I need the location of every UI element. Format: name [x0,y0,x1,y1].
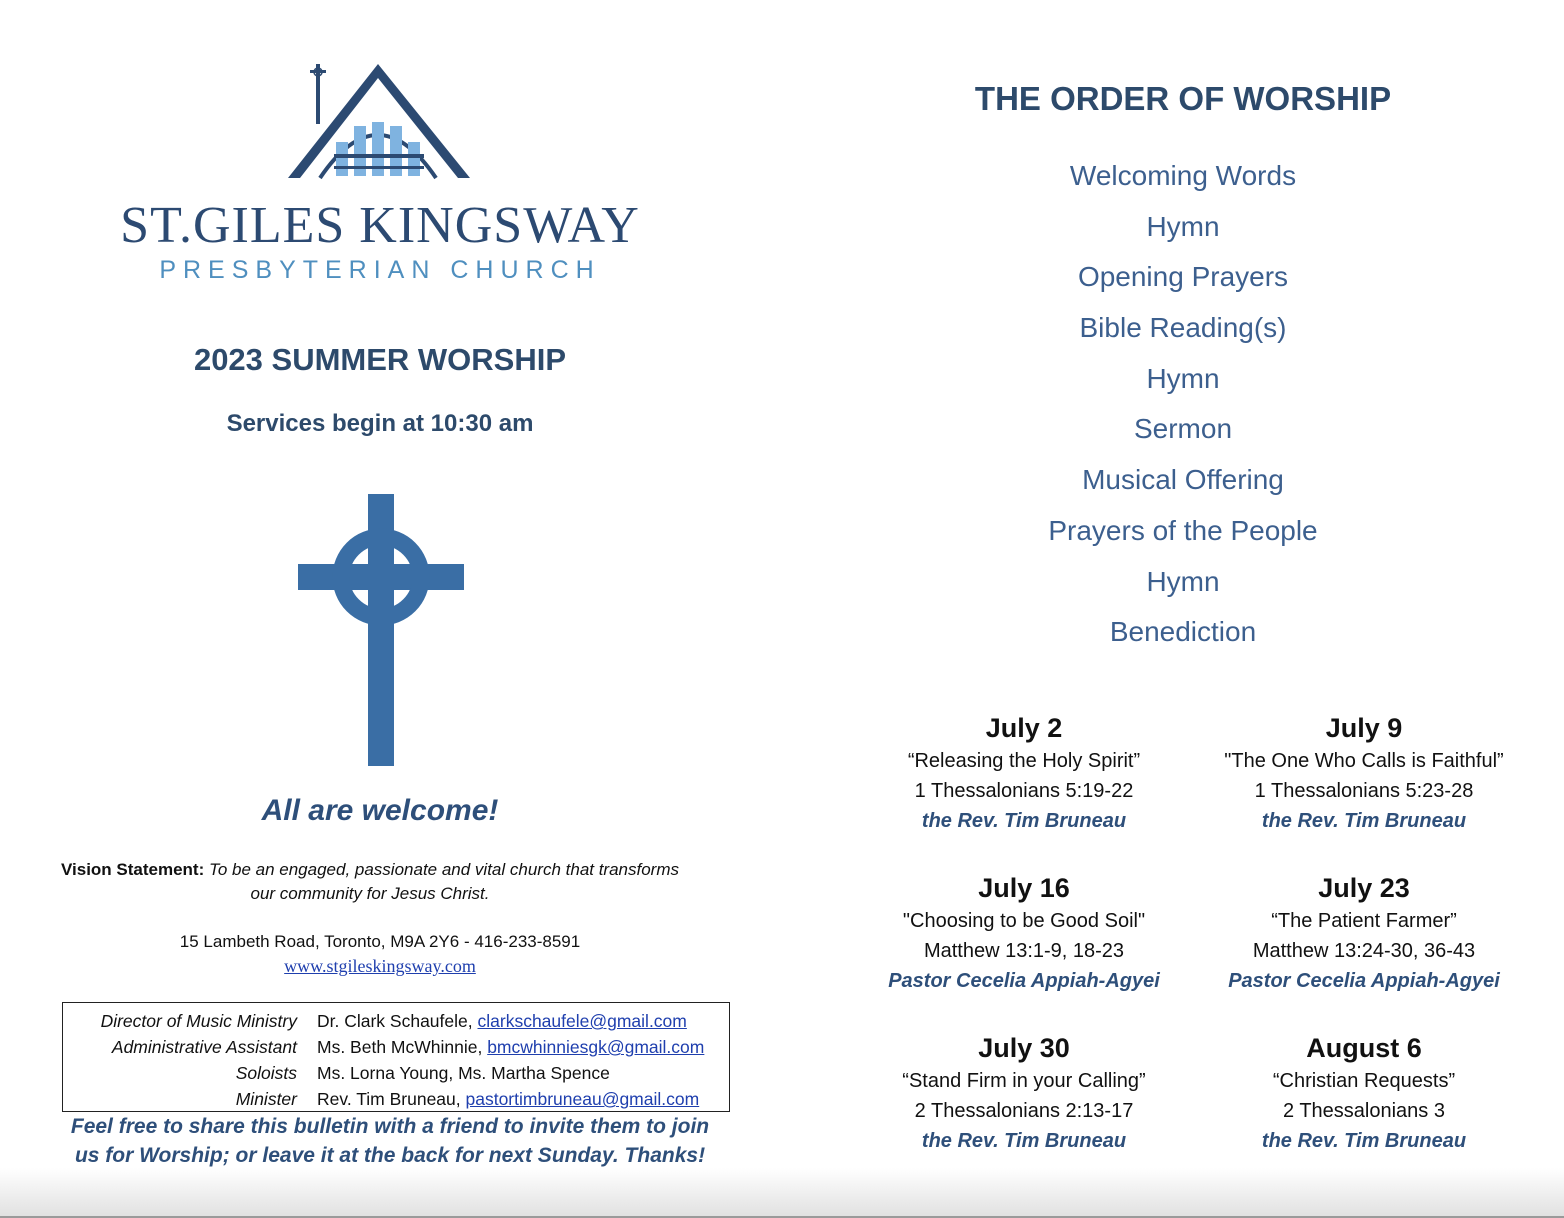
celtic-cross-icon [298,494,464,766]
order-item: Welcoming Words [1069,160,1297,191]
share-note-line: Feel free to share this bulletin with a friend to invite them to join [70,1115,710,1138]
service-card [854,1030,1194,1156]
order-item: Opening Prayers [1077,261,1289,293]
share-note-line: us for Worship; or leave it at the back for next Sunday. Thanks! [74,1144,706,1167]
service-card [854,710,1194,836]
preacher: Pastor Cecelia Appiah-Agyei [888,970,1160,992]
preacher: the Rev. Tim Bruneau [921,810,1127,832]
staff-role: Director of Music Ministry [100,1011,297,1031]
order-item: Prayers of the People [1048,514,1318,546]
preacher: the Rev. Tim Bruneau [1261,1130,1467,1152]
church-logo [280,62,480,182]
sermon-title: “Christian Requests” [1272,1070,1456,1092]
order-item: Hymn [1146,210,1220,242]
scripture: 2 Thessalonians 3 [1283,1100,1445,1122]
sermon-title: “Stand Firm in your Calling” [902,1070,1146,1092]
staff-name: Ms. Beth McWhinnie, [317,1037,483,1057]
church-name: ST.GILES KINGSWAY [120,197,640,254]
staff-person [317,1037,704,1058]
staff-name: Ms. Lorna Young, Ms. Martha Spence [317,1063,610,1083]
staff-table [62,1002,730,1112]
order-of-worship-list [900,156,1466,663]
worship-title: 2023 SUMMER WORSHIP [193,342,567,377]
staff-email-link[interactable]: bmcwhinniesgk@gmail.com [487,1037,705,1057]
staff-person [317,1011,687,1032]
service-date: August 6 [1306,1033,1422,1063]
scripture: 1 Thessalonians 5:19-22 [914,780,1134,802]
service-card [854,870,1194,996]
service-date: July 2 [985,713,1063,743]
order-item: Bible Reading(s) [1079,312,1287,344]
staff-role: Administrative Assistant [111,1037,297,1057]
staff-row [63,1011,731,1037]
scripture: 2 Thessalonians 2:13-17 [914,1100,1134,1122]
preacher: the Rev. Tim Bruneau [1261,810,1467,832]
service-card [1194,870,1534,996]
order-item: Sermon [1133,413,1233,445]
staff-row [63,1037,731,1063]
sermon-title: “The Patient Farmer” [1271,910,1457,932]
website [60,956,700,977]
order-item: Hymn [1146,565,1220,597]
vision-label: Vision Statement: [60,860,205,879]
staff-row [63,1063,731,1089]
staff-name: Dr. Clark Schaufele, [317,1011,473,1031]
welcome-message: All are welcome! [261,794,499,827]
order-item: Musical Offering [1082,464,1284,496]
order-title: THE ORDER OF WORSHIP [974,80,1392,117]
service-card [1194,1030,1534,1156]
church-subtitle: PRESBYTERIAN CHURCH [159,256,601,284]
scripture: 1 Thessalonians 5:23-28 [1254,780,1474,802]
preacher: Pastor Cecelia Appiah-Agyei [1228,970,1500,992]
staff-role: Soloists [235,1063,297,1083]
order-item: Benediction [1109,616,1257,648]
service-date: July 9 [1325,713,1403,743]
sermon-title: “Releasing the Holy Spirit” [907,750,1141,772]
order-item: Hymn [1146,362,1220,394]
staff-person [317,1063,610,1084]
church-address: 15 Lambeth Road, Toronto, M9A 2Y6 - 416-233-8591 [179,932,581,951]
staff-role: Minister [235,1089,297,1109]
share-note [40,1112,740,1170]
website-link[interactable]: www.stgileskingsway.com [284,956,476,976]
service-date: July 16 [978,873,1070,903]
vision-text: To be an engaged, passionate and vital church that transforms our community for Jesus Christ. [209,860,680,903]
staff-email-link[interactable]: clarkschaufele@gmail.com [477,1011,687,1031]
scripture: Matthew 13:24-30, 36-43 [1252,940,1476,962]
service-date: July 30 [978,1033,1070,1063]
staff-person [317,1089,699,1110]
sermon-title: "The One Who Calls is Faithful” [1224,750,1504,772]
page-bottom-edge [0,1168,1564,1218]
sermon-title: "Choosing to be Good Soil" [902,910,1146,932]
service-card [1194,710,1534,836]
preacher: the Rev. Tim Bruneau [921,1130,1127,1152]
scripture: Matthew 13:1-9, 18-23 [923,940,1125,962]
staff-name: Rev. Tim Bruneau, [317,1089,461,1109]
service-date: July 23 [1318,873,1410,903]
service-time: Services begin at 10:30 am [226,410,534,437]
staff-email-link[interactable]: pastortimbruneau@gmail.com [465,1089,700,1109]
vision-statement [60,858,680,906]
